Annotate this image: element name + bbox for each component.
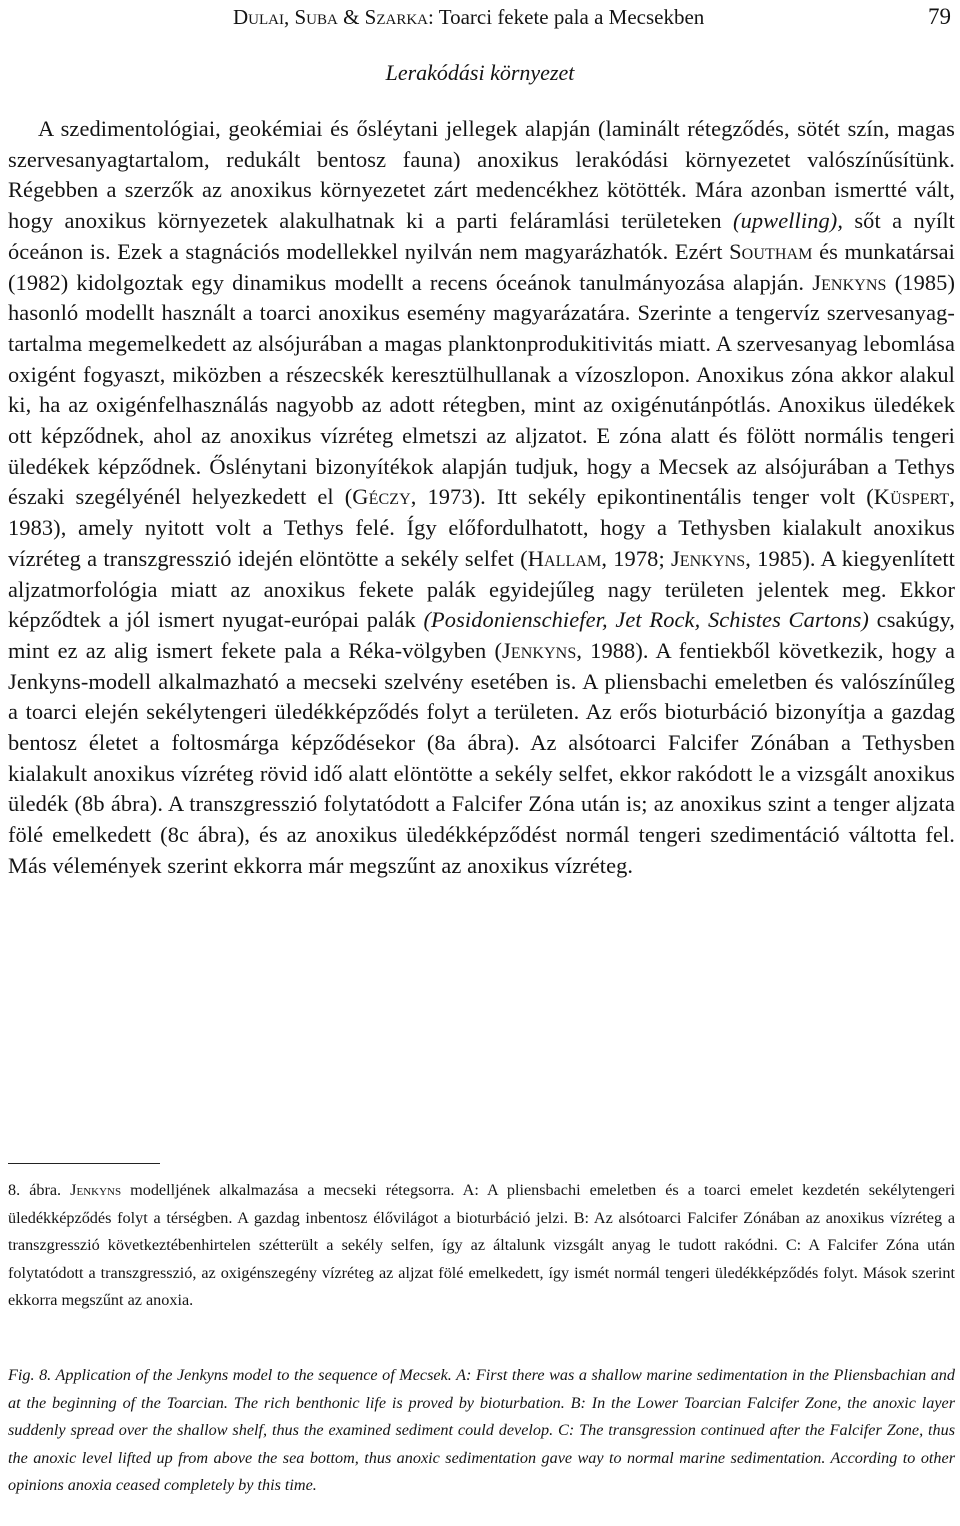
- body-text-segment: sőt a nyílt óceánon is. Ezek a stagnációs modellekkel nyilván nem magyarázhatók. Ezért: [8, 208, 955, 264]
- body-text-segment: , 1985). A kiegyenlített aljzatmorfológia miatt az anoxikus fekete palák egyidejűleg nagy területen jelentek meg. Ekkor képződtek a jól ismert nyugat-európai palák: [8, 545, 955, 633]
- caption-author: Jenkyns: [70, 1181, 122, 1199]
- running-head-authors: Dulai, Suba & Szarka:: [233, 5, 434, 29]
- section-heading: Lerakódási környezet: [385, 60, 575, 85]
- body-text-segment: és munkatársai (1982) kidolgoztak egy dinamikus modellt a recens óceánok tanulmányozása alapján.: [8, 238, 955, 295]
- body-italic-term: (Posidonienschiefer, Jet Rock, Schistes Cartons): [423, 607, 869, 633]
- running-head-paper-title: Toarci fekete pala a Mecsekben: [438, 5, 705, 29]
- citation-author: Küspert: [873, 484, 950, 510]
- footnote-rule: [8, 1163, 160, 1164]
- caption-text: modelljének alkalmazása a mecseki rétegsorra. A: A pliensbachi emeletben és a toarci emelet kezdetén sekélytengeri üledékképződés folyt a térségben. A gazdag inbentosz élővilágot a bioturbáció jelzi. B: Az alsótoarci Falcifer Zónában az anoxikus vízréteg a transzgresszió következtébenhirtelen szétterült a sekély selfen, így az általunk vizsgált anyag le tudott rakódni. C: A Falcifer Zóna után folytatódott a transzgresszió, az oxigénszegény vízréteg az aljzat fölé emelkedett, így ismét normál tengeri üledékképződés folyt. Mások szerint ekkorra megszűnt az anoxia.: [8, 1181, 955, 1310]
- citation-author: Géczy: [352, 484, 411, 510]
- citation-author: Hallam: [527, 545, 602, 571]
- body-paragraph: [8, 114, 955, 882]
- figure-caption-hungarian: [8, 1177, 955, 1315]
- citation-author: Jenkyns: [502, 637, 577, 663]
- citation-author: Jenkyns: [812, 269, 887, 295]
- caption-text: Application of the Jenkyns model to the sequence of Mecsek. A: First there was a shallow marine sedimentation in the Pliensbachian and at the beginning of the Toarcian. The rich benthonic life is proved by bioturbation. B: In the Lower Toarcian Falcifer Zone, the anoxic layer suddenly spread over the shallow shelf, thus the examined sediment could develop. C: The transgression continued after the Falcifer Zone, thus the anoxic level lifted up from above the sea bottom, thus anoxic sedimentation gave way to normal marine sedimentation. According to other opinions anoxia ceased completely by this time.: [8, 1366, 955, 1495]
- caption-label: Fig. 8.: [8, 1366, 52, 1384]
- running-head-title: [233, 2, 704, 32]
- figure-caption-english: [8, 1362, 955, 1500]
- body-text-segment: A szedimentológiai, geokémiai és ősléytani jellegek alapján (laminált rétegződés, sötét szín, magas szervesanyagtartalom, redukált bentosz fauna) anoxikus lerakódási környezetet valószínűsítünk. Régebben a szerzők az anoxikus környezetet zárt medencékhez kötötték. Mára azonban ismertté vált, hogy anoxikus környezetek alakulhatnak ki a parti feláramlási területeken: [8, 116, 955, 234]
- body-text-segment: , 1988). A fentiekből következik, hogy a Jenkyns-modell alkalmazható a mecseki szelvény esetében is. A pliensbachi emeletben és valószínűleg a toarci elején sekélytengeri üledékképződés folyt a területen. Az erős bioturbáció bizonyítja a gazdag bentosz életet a foltosmárga képződésekor (8a ábra). Az alsótoarci Falcifer Zónában a Tethysben kialakult anoxikus vízréteg rövid idő alatt elöntötte a sekély selfet, ekkor rakódott le a vizsgált anoxikus üledék (8b ábra). A transzgresszió folytatódott a Falcifer Zóna után is; az anoxikus szint a tenger aljzata fölé emelkedett (8c ábra), és az anoxikus üledékképződést normál tengeri szedimentáció váltotta fel. Más vélemények szerint ekkorra már megszűnt az anoxikus vízréteg.: [8, 637, 956, 878]
- body-text-segment: (1985) hasonló modellt használt a toarci anoxikus esemény magyarázatára. Szerinte a tengervíz szervesanyag-tartalma megemelkedett az alsójurában a magas planktonprodukitivitás miatt. A szervesanyag lebomlása oxigént fogyaszt, miközben a részecskék keresztülhullanak a vízoszlopon. Anoxikus zóna akkor alakul ki, ha az oxigénfelhasználás nagyobb az adott rétegben, mint az oxigénutánpótlás. Anoxikus üledékek ott képződnek, ahol az anoxikus vízréteg elmetszi az aljzatot. E zóna alatt és fölött normális tengeri üledékek képződnek. Őslénytani bizonyítékok alapján tudjuk, hogy a Mecsek az alsójurában a Tethys északi szegélyénél helyezkedett el (: [8, 269, 956, 510]
- citation-author: Jenkyns: [670, 545, 746, 571]
- body-text-segment: , 1978;: [601, 545, 665, 571]
- body-text-segment: , 1983), amely nyitott volt a Tethys felé. Így előfordulhatott, hogy a Tethysben kialakult anoxikus vízréteg a transzgresszió idején elöntötte a sekély selfet (: [8, 484, 955, 571]
- body-italic-term: (upwelling),: [733, 208, 844, 234]
- caption-label: 8. ábra.: [8, 1181, 62, 1199]
- running-head: [8, 2, 955, 32]
- body-text-segment: csakúgy, mint ez az alig ismert fekete pala a Réka-völgyben (: [8, 607, 955, 663]
- page-number: 79: [928, 4, 951, 29]
- body-text-segment: , 1973). Itt sekély epikontinentális tenger volt (: [410, 484, 874, 510]
- citation-author: Southam: [729, 238, 813, 264]
